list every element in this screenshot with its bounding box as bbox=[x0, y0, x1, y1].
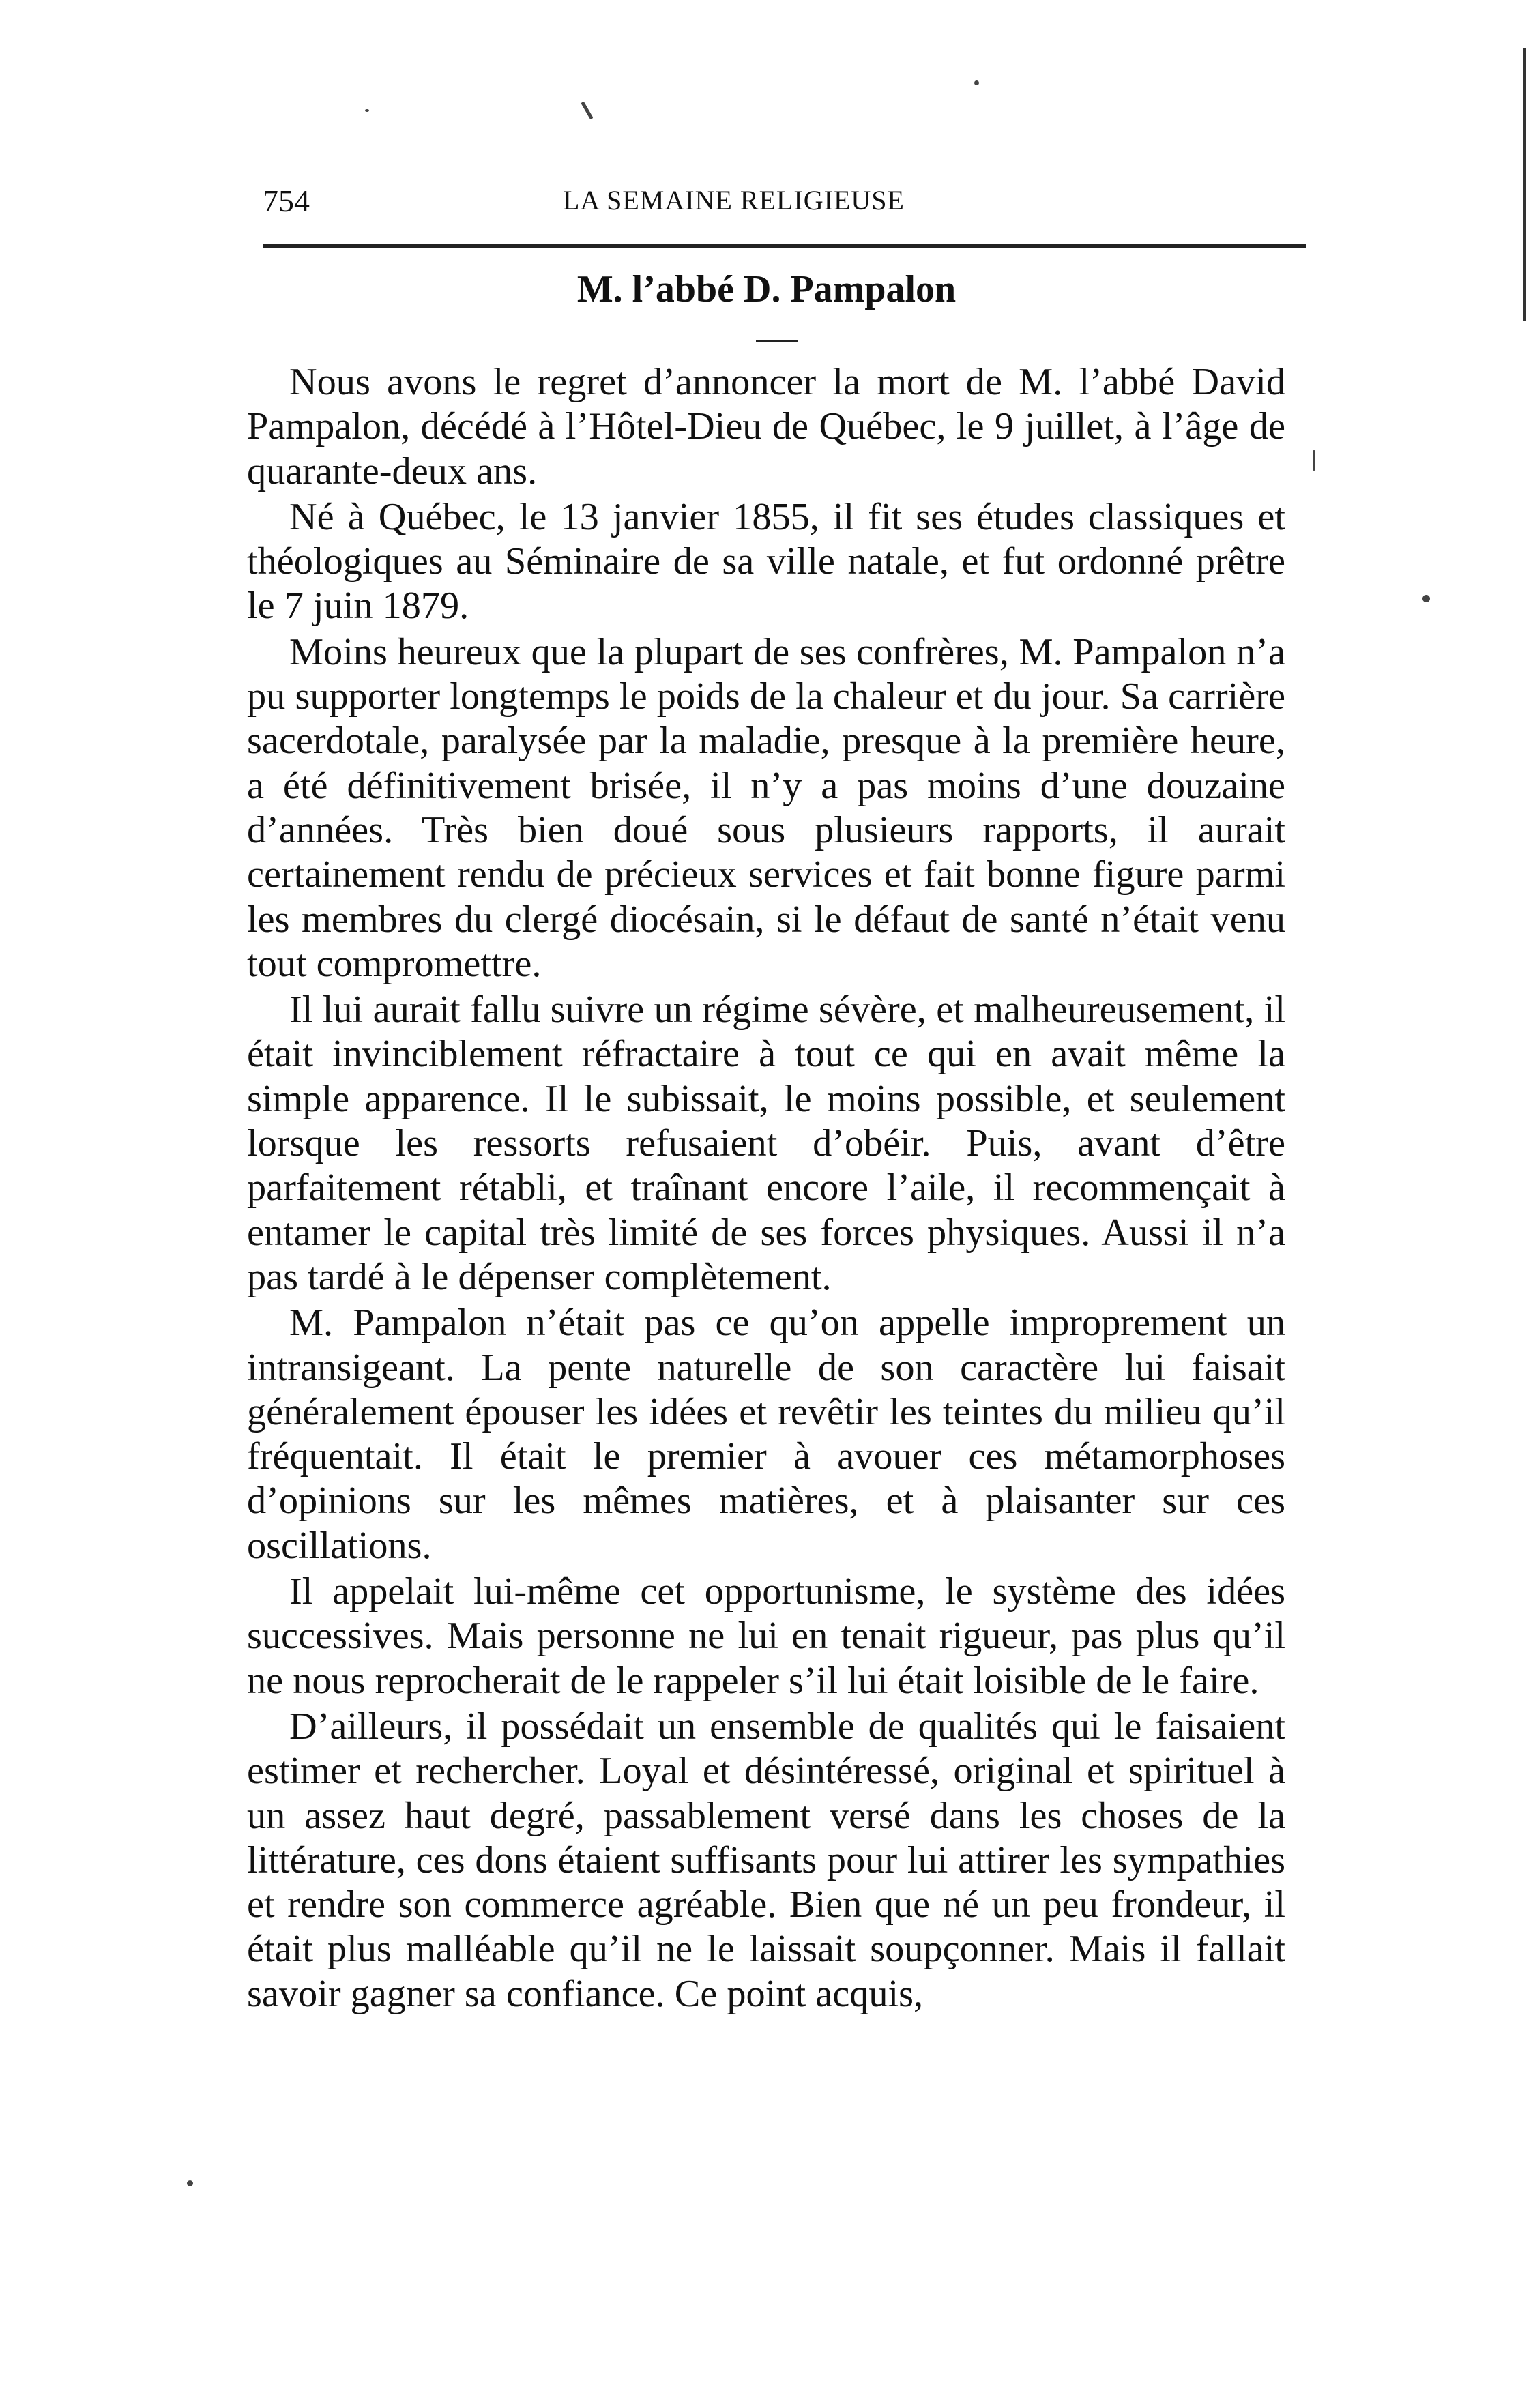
paragraph: Moins heureux que la plupart de ses confrères, M. Pampalon n’a pu supporter longtemps le poids de la chaleur et du jour. Sa carrière sacerdotale, paralysée par la maladie, presque à la première heure, a été définitivement brisée, il n’y a pas moins d’une douzaine d’années. Très bien doué sous plusieurs rapports, il aurait certainement rendu de précieux services et fait bonne figure parmi les membres du clergé diocésain, si le défaut de santé n’était venu tout compromettre. bbox=[247, 630, 1285, 985]
paragraph: M. Pampalon n’était pas ce qu’on appelle improprement un intransigeant. La pente naturelle de son caractère lui faisait généralement épouser les idées et revêtir les teintes du milieu qu’il fréquentait. Il était le premier à avouer ces métamorphoses d’opinions sur les mêmes matières, et à plaisanter sur ces oscillations. bbox=[247, 1302, 1285, 1567]
header-rule bbox=[263, 244, 1306, 248]
scan-speck bbox=[187, 2180, 193, 2186]
paragraph: Il appelait lui-même cet opportunisme, le système des idées successives. Mais personne ne lui en tenait rigueur, pas plus qu’il ne nous reprocherait de le rappeler s’il lui était loisible de le faire. bbox=[247, 1570, 1285, 1702]
title-dash bbox=[756, 340, 798, 342]
scan-speck bbox=[365, 109, 369, 112]
scan-speck bbox=[1313, 450, 1315, 471]
paragraph: Il lui aurait fallu suivre un régime sévère, et malheureusement, il était invinciblement réfractaire à tout ce qui en avait même la simple apparence. Il le subissait, le moins possible, et seulement lorsque les ressorts refusaient d’obéir. Puis, avant d’être parfaitement rétabli, et traînant encore l’aile, il recommençait à entamer le capital très limité de ses forces physiques. Aussi il n’a pas tardé à le dépenser complètement. bbox=[247, 988, 1285, 1298]
page-number: 754 bbox=[263, 183, 310, 218]
running-title: LA SEMAINE RELIGIEUSE bbox=[563, 185, 905, 216]
paragraph: Nous avons le regret d’annoncer la mort de M. l’abbé David Pampalon, décédé à l’Hôtel-Dieu de Québec, le 9 juillet, à l’âge de quarante-deux ans. bbox=[247, 361, 1285, 493]
scan-speck bbox=[581, 102, 593, 120]
scan-speck bbox=[1422, 595, 1430, 602]
scan-speck bbox=[974, 80, 979, 85]
paragraph: Né à Québec, le 13 janvier 1855, il fit ses études classiques et théologiques au Séminaire de sa ville natale, et fut ordonné prêtre le 7 juin 1879. bbox=[247, 495, 1285, 628]
paragraph: D’ailleurs, il possédait un ensemble de qualités qui le faisaient estimer et rechercher. Loyal et désintéressé, original et spirituel à un assez haut degré, passablement versé dans les choses de la littérature, ces dons étaient suffisants pour lui attirer les sympathies et rendre son commerce agréable. Bien que né un peu frondeur, il était plus malléable qu’il ne le laissait soupçonner. Mais il fallait savoir gagner sa confiance. Ce point acquis, bbox=[247, 1705, 1285, 2015]
page-header bbox=[263, 183, 1306, 237]
article-body bbox=[247, 360, 1285, 2016]
article-title: M. l’abbé D. Pampalon bbox=[576, 268, 957, 310]
